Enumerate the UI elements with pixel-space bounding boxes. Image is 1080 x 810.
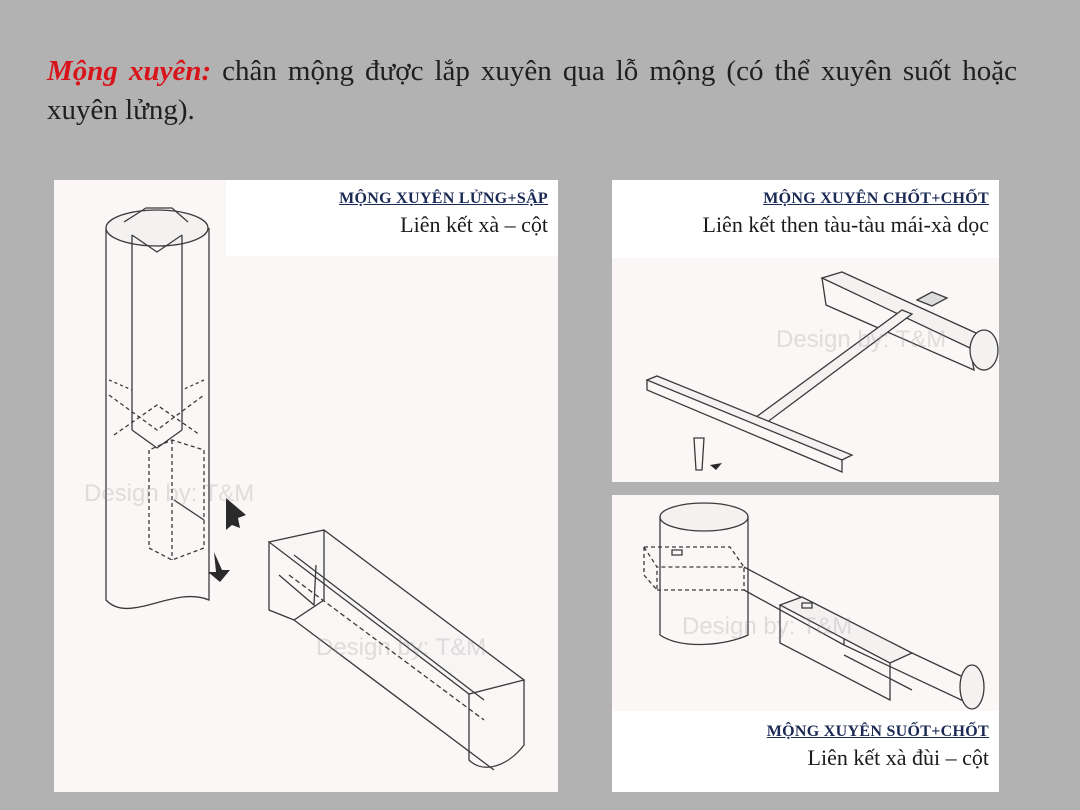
panel-left [54, 180, 558, 792]
panel-caption [612, 711, 999, 792]
watermark: Design by: T&M [316, 634, 487, 661]
panel-caption [226, 180, 558, 256]
panel-title: MỘNG XUYÊN SUỐT+CHỐT [766, 723, 989, 740]
watermark: Design by: T&M [682, 613, 853, 640]
slide-heading [47, 52, 1017, 130]
panel-subtitle: Liên kết xà đùi – cột [807, 745, 989, 770]
watermark: Design by: T&M [84, 480, 255, 507]
panel-subtitle: Liên kết then tàu-tàu mái-xà dọc [702, 212, 989, 237]
panel-subtitle: Liên kết xà – cột [400, 212, 548, 237]
watermark: Design by: T&M [776, 326, 947, 353]
heading-description: chân mộng được lắp xuyên qua lỗ mộng (có thể xuyên suốt hoặc xuyên lửng). [47, 55, 1017, 126]
panel-bottom-right [612, 495, 999, 792]
panel-top-right [612, 180, 999, 482]
panel-title: MỘNG XUYÊN LỬNG+SẬP [339, 190, 548, 207]
panel-title: MỘNG XUYÊN CHỐT+CHỐT [763, 190, 989, 207]
heading-term: Mộng xuyên: [47, 55, 212, 87]
panel-caption [612, 180, 999, 258]
